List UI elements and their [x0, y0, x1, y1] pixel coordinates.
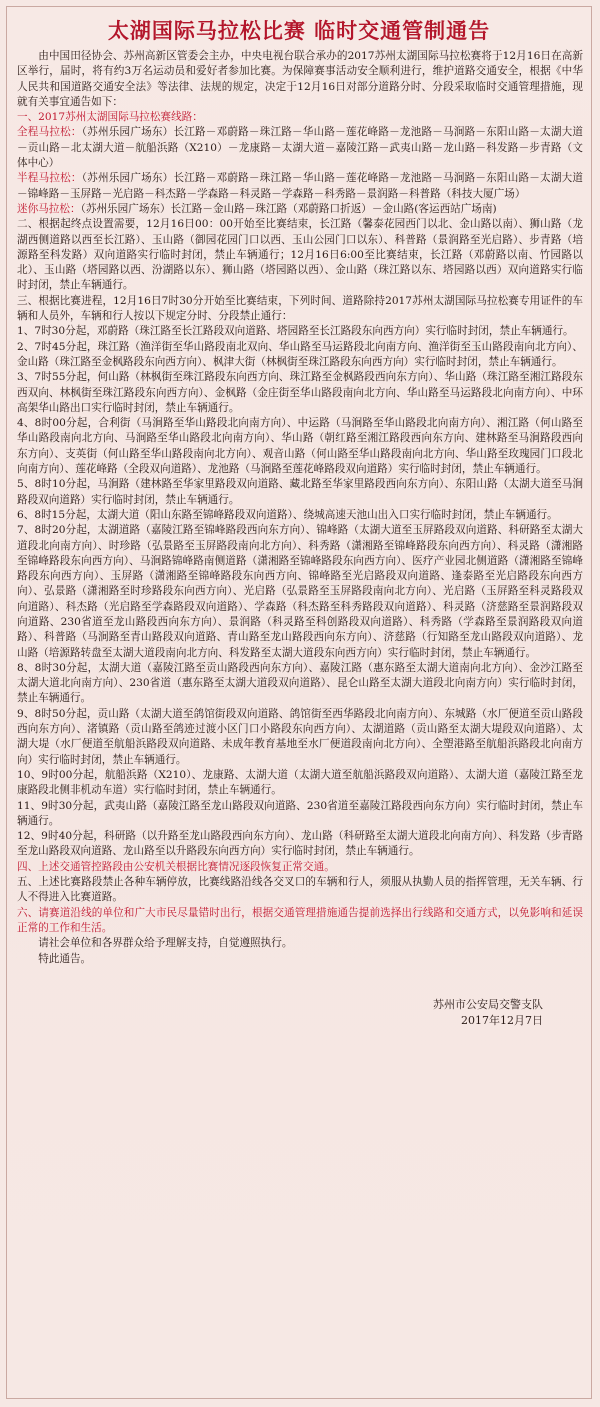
- closure-item: 4、8时00分起，合利街（马涧路至华山路段北向南方向）、中运路（马涧路至华山路段北向南方向）、湘江路（何山路至华山路段南向北方向、马涧路至华山路段北向南方向）、华山路（朝红路至湘江路段西向东方向、建林路至马涧路段西向东方向）、支英街（何山路至华山路段南向北方向）、观音山路（何山路至华山路段南向北方向、华山路至玫瑰园门口段北向南方向）、莲花峰路（全段双向道路）、龙池路（马涧路至莲花峰路段双向道路）实行临时封闭，禁止车辆通行。: [17, 417, 583, 476]
- notice-body: [7, 49, 591, 1029]
- full-marathon-text: （苏州乐园广场东）长江路－邓蔚路－珠江路－华山路－莲花峰路－龙池路－马涧路－东阳山路－太湖大道－贡山路－北太湖大道－航船浜路（X210）－龙康路－太湖大道－嘉陵江路－武夷山路－龙山路－科发路－步青路（文体中心）: [17, 126, 583, 170]
- closure-item: 8、8时30分起，太湖大道（嘉陵江路至贡山路段西向东方向）、嘉陵江路（惠东路至太湖大道南向北方向）、金沙江路至太湖大道北向南方向）、230省道（惠东路至太湖大道段双向道路）、昆仑山路至太湖大道段北向南方向）实行临时封闭，禁止车辆通行。: [17, 661, 583, 705]
- closure-item: 1、7时30分起，邓蔚路（珠江路至长江路段双向道路、塔园路至长江路段东向西方向）实行临时封闭，禁止车辆通行。: [17, 325, 574, 338]
- mini-marathon-text: （苏州乐园广场东）长江路－金山路－珠江路（邓蔚路口折返）－金山路(客运西站广场南): [80, 202, 497, 215]
- half-marathon-text: （苏州乐园广场东）长江路－邓蔚路－珠江路－华山路－莲花峰路－龙池路－马涧路－东阳山路－太湖大道－锦峰路－玉屏路－光启路－科杰路－学森路－科灵路－学森路－科秀路－景润路－科普路（科技大厦广场）: [17, 172, 583, 200]
- section3-paragraph: 三、根据比赛进程，12月16日7时30分开始至比赛结束，下列时间、道路除持2017苏州太湖国际马拉松赛专用证件的车辆和人员外，车辆和行人按以下规定分时、分段禁止通行：: [17, 294, 583, 323]
- section5-paragraph: 五、上述比赛路段禁止各种车辆停放，比赛线路沿线各交叉口的车辆和行人，须服从执勤人员的指挥管理，无关车辆、行人不得进入比赛道路。: [17, 876, 583, 904]
- issuer-name: 苏州市公安局交警支队: [433, 997, 543, 1011]
- half-marathon-label: 半程马拉松：: [17, 172, 82, 185]
- closure-item: 5、8时10分起，马涧路（建林路至华家里路段双向道路、藏北路至华家里路段西向东方向）、东阳山路（太湖大道至马涧路段双向道路）实行临时封闭，禁止车辆通行。: [17, 478, 583, 506]
- full-marathon-route: [17, 125, 583, 171]
- closure-item: 6、8时15分起，太湖大道（阳山东路至锦峰路段双向道路）、绕城高速天池山出入口实行临时封闭，禁止车辆通行。: [17, 508, 558, 521]
- closure-item: 12、9时40分起，科研路（以升路至龙山路段西向东方向）、龙山路（科研路至太湖大道段北向南方向）、科发路（步青路至龙山路段双向道路、龙山路至以升路段东向西方向）实行临时封闭，禁止车辆通行。: [17, 830, 583, 858]
- signature-block: [17, 997, 583, 1029]
- intro-paragraph: 由中国田径协会、苏州高新区管委会主办，中央电视台联合承办的2017苏州太湖国际马拉松赛将于12月16日在高新区举行，届时，将有约3万名运动员和爱好者参加比赛。为保障赛事活动安全顺利进行，维护道路交通安全，根据《中华人民共和国道路交通安全法》等法律、法规的规定，决定于12月16日对部分道路分时、分段采取临时交通管理措施，现就有关事宜通告如下：: [17, 50, 583, 108]
- closure-item: 7、8时20分起，太湖道路（嘉陵江路至锦峰路段西向东方向）、锦峰路（太湖大道至玉屏路段双向道路、科研路至太湖大道段北向南方向）、时珍路（弘景路至玉屏路段南向北方向）、科秀路（潇湘路至锦峰路段东向西方向）、科灵路（潇湘路至锦峰路段东向西方向）、马涧路锦峰路南侧道路（潇湘路至锦峰路段东向西方向）、医疗产业园北侧道路（潇湘路至锦峰路段东向西方向）、玉屏路（潇湘路至锦峰路段东向西方向、锦峰路至光启路段双向道路、逢泰路至光启路段东向西方向）、弘景路（潇湘路至时珍路段东向西方向）、光启路（弘景路至玉屏路段南向北方向）、光启路（玉屏路至科灵路段双向道路）、科杰路（光启路至学森路段双向道路）、学森路（科杰路至科秀路段双向道路）、科灵路（济慈路至景润路段双向道路、230省道至龙山路段西向东方向）、景润路（科灵路至科创路段双向道路）、科秀路（学森路至景润路段双向道路）、科普路（马涧路至青山路段双向道路、青山路至龙山路段西向东方向）、济慈路（行知路至龙山路段双向道路）、龙山路（培源路转盘至太湖大道段南向北方向、科发路至太湖大道段东向西方向）实行临时封闭，禁止车辆通行。: [17, 524, 583, 659]
- closure-item: 10、9时00分起，航船浜路（X210）、龙康路、太湖大道（太湖大道至航船浜路段双向道路）、太湖大道（嘉陵江路至龙康路段北侧非机动车道）实行临时封闭，禁止车辆通行。: [17, 768, 583, 797]
- half-marathon-route: [17, 171, 583, 202]
- issue-date: 2017年12月7日: [461, 1013, 543, 1027]
- appeal-line: 请社会单位和各界群众给予理解支持，自觉遵照执行。: [38, 937, 293, 950]
- closure-item: 9、8时50分起，贡山路（太湖大道至鸽馆街段双向道路、鸽馆街至西华路段北向南方向）、东城路（水厂便道至贡山路段西向东方向）、渚镇路（贡山路至鸽迹过渡小区门口小路段东向西方向）、太湖道路（贡山路至太湖大堤段双向道路）、太湖大堤（水厂便道至航船浜路段双向道路、未成年教育基地至水厂便道段南向北方向）、全塑港路至航船浜路段北向南方向）实行临时封闭，禁止车辆通行。: [17, 707, 583, 766]
- section1-heading: 一、2017苏州太湖国际马拉松赛线路：: [17, 111, 203, 124]
- section6-paragraph: 六、请赛道沿线的单位和广大市民尽量错时出行，根据交通管理措施通告提前选择出行线路和交通方式，以免影响和延误正常的工作和生活。: [17, 906, 583, 934]
- closure-item: 2、7时45分起，珠江路（渔洋街至华山路段南北双向、华山路至马运路段北向南方向、渔洋街至玉山路段南向北方向）、金山路（珠江路至金枫路段东向西方向）、枫津大街（林枫街至珠江路段东向西方向）实行临时封闭，禁止车辆通行。: [17, 340, 583, 368]
- closing-line: 特此通告。: [38, 952, 92, 965]
- mini-marathon-route: [17, 202, 583, 217]
- section2-paragraph: 二、根据起终点设置需要，12月16日00：00开始至比赛结束，长江路（馨泰花园西门以北、金山路以南）、狮山路（龙湖西侧道路以西至长江路）、玉山路（御园花园门口以西、玉山公园门口以东）、科普路（景润路至光启路）、步青路（培源路至科发路）双向道路实行临时封闭，禁止车辆通行；12月16日6:00至比赛结束，长江路（邓蔚路以南、竹园路以北）、玉山路（塔园路以西、汾湖路以东）、狮山路（塔园路以西）、金山路（珠江路以东、塔园路以西）双向道路实行临时封闭，禁止车辆通行。: [17, 218, 583, 292]
- notice-title: 太湖国际马拉松比赛 临时交通管制通告: [107, 19, 491, 43]
- section4-paragraph: 四、上述交通管控路段由公安机关根据比赛情况逐段恢复正常交通。: [17, 860, 335, 873]
- notice-sheet: [6, 6, 592, 1399]
- closure-item: 3、7时55分起，何山路（林枫街至珠江路段东向西方向、珠江路至金枫路段西向东方向）、华山路（珠江路至湘江路段东西双向、林枫街至珠江路段东向西方向）、金枫路（金庄街至华山路段南向北方向、华山路至马运路段北向南方向）、中环高架华山路出口实行临时封闭，禁止车辆通行。: [17, 371, 583, 414]
- closure-item: 11、9时30分起，武夷山路（嘉陵江路至龙山路段双向道路、230省道至嘉陵江路段西向东方向）实行临时封闭，禁止车辆通行。: [17, 799, 583, 827]
- mini-marathon-label: 迷你马拉松：: [17, 202, 81, 215]
- full-marathon-label: 全程马拉松：: [17, 126, 82, 139]
